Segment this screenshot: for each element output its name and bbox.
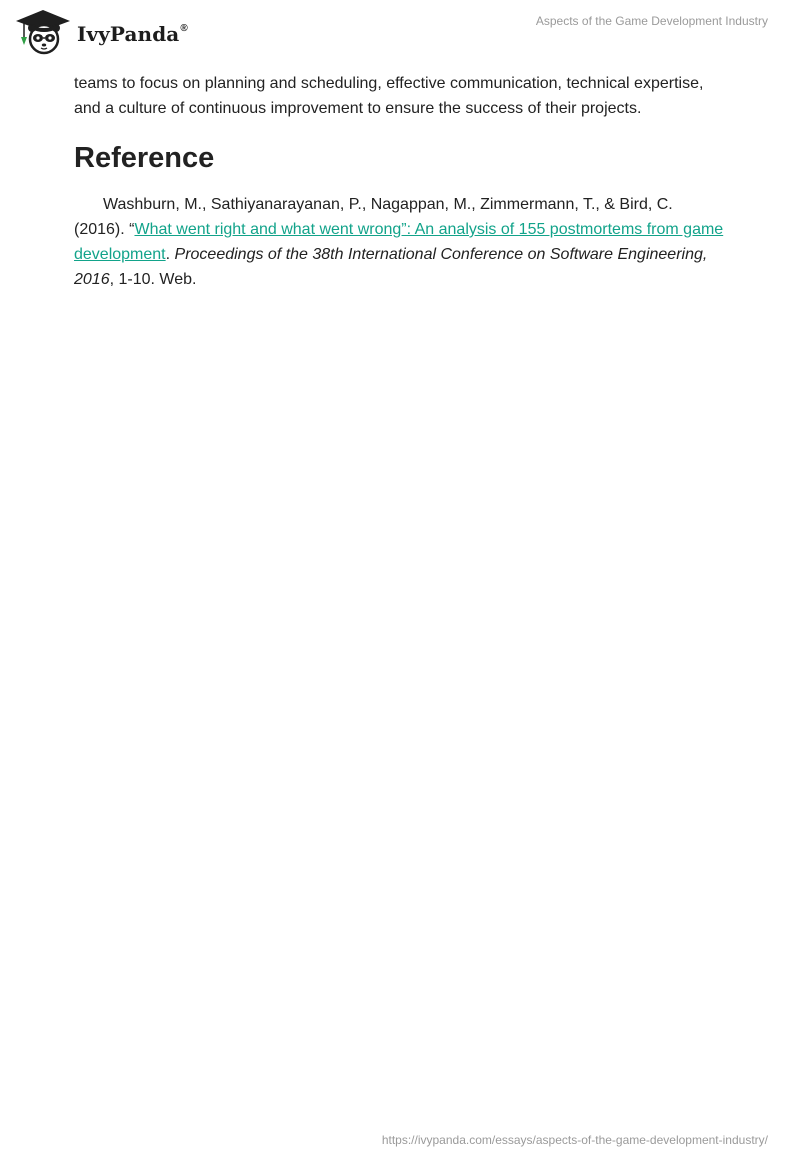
document-content xyxy=(74,71,724,292)
reference-separator: . xyxy=(165,246,175,263)
reference-heading: Reference xyxy=(74,142,215,174)
reference-link[interactable]: What went right and what went wrong”: An analysis of 155 postmortems from game development xyxy=(74,221,724,263)
logo-text: IvyPanda® xyxy=(77,22,188,46)
document-header-title: Aspects of the Game Development Industry xyxy=(535,14,768,28)
reference-pages: , 1-10. Web. xyxy=(109,271,197,288)
ivypanda-logo[interactable] xyxy=(14,8,188,58)
body-paragraph: teams to focus on planning and scheduling, effective communication, technical expertise, and a culture of continuous improvement to ensure the success of their projects. xyxy=(74,75,704,117)
reference-entry xyxy=(74,192,724,292)
registered-mark: ® xyxy=(180,23,188,35)
panda-logo-icon xyxy=(14,8,72,58)
footer-url: https://ivypanda.com/essays/aspects-of-the-game-development-industry/ xyxy=(381,1133,768,1147)
reference-authors: Washburn, M., Sathiyanarayanan, P., Nagappan, M., Zimmermann, T., & Bird, C. (2016). “ xyxy=(74,196,673,238)
reference-journal: Proceedings of the 38th International Conference on Software Engineering, 2016 xyxy=(74,246,708,288)
